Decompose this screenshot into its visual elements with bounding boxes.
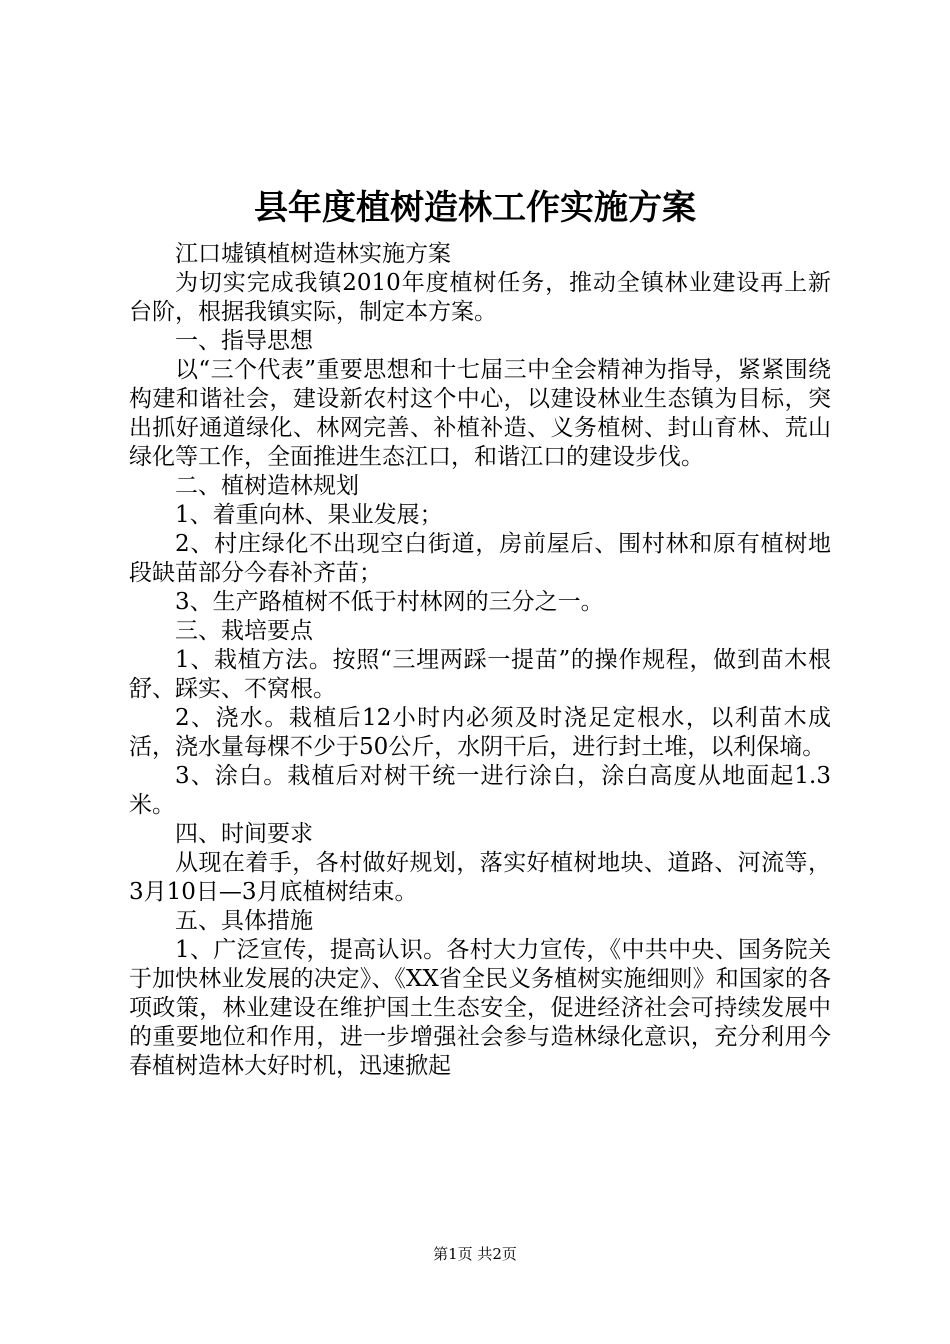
paragraph: 从现在着手，各村做好规划，落实好植树地块、道路、河流等，3月10日—3月底植树结束。 xyxy=(129,850,831,905)
paragraph: 为切实完成我镇2010年度植树任务，推动全镇林业建设再上新台阶，根据我镇实际，制定本方案。 xyxy=(129,270,831,325)
document-title: 县年度植树造林工作实施方案 xyxy=(254,188,696,228)
list-item: 1、广泛宣传，提高认识。各村大力宣传，《中共中央、国务院关于加快林业发展的决定》、《XX省全民义务植树实施细则》和国家的各项政策，林业建设在维护国土生态安全，促进经济社会可持续发展中的重要地位和作用，进一步增强社会参与造林绿化意识，充分利用今春植树造林大好时机，迅速掀起 xyxy=(129,937,831,1079)
list-item: 3、涂白。栽植后对树干统一进行涂白，涂白高度从地面起1.3米。 xyxy=(129,763,831,818)
document-body xyxy=(129,240,831,1081)
list-item: 1、栽植方法。按照“三埋两踩一提苗”的操作规程，做到苗木根舒、踩实、不窝根。 xyxy=(129,647,831,702)
section-heading: 二、植树造林规划 xyxy=(175,473,359,499)
list-item: 3、生产路植树不低于村林网的三分之一。 xyxy=(175,589,604,615)
paragraph: 江口墟镇植树造林实施方案 xyxy=(175,241,451,267)
page-footer: 第1页 共2页 xyxy=(433,1245,517,1263)
section-heading: 四、时间要求 xyxy=(175,821,313,847)
paragraph: 以“三个代表”重要思想和十七届三中全会精神为指导，紧紧围绕构建和谐社会，建设新农村这个中心，以建设林业生态镇为目标，突出抓好通道绿化、林网完善、补植补造、义务植树、封山育林、荒山绿化等工作，全面推进生态江口，和谐江口的建设步伐。 xyxy=(129,357,831,470)
list-item: 2、浇水。栽植后12小时内必须及时浇足定根水，以利苗木成活，浇水量每棵不少于50公斤，水阴干后，进行封土堆，以利保墒。 xyxy=(129,705,831,760)
section-heading: 一、指导思想 xyxy=(175,328,313,354)
list-item: 2、村庄绿化不出现空白街道，房前屋后、围村林和原有植树地段缺苗部分今春补齐苗； xyxy=(129,531,831,586)
list-item: 1、着重向林、果业发展； xyxy=(175,502,443,528)
section-heading: 五、具体措施 xyxy=(175,908,313,934)
section-heading: 三、栽培要点 xyxy=(175,618,313,644)
